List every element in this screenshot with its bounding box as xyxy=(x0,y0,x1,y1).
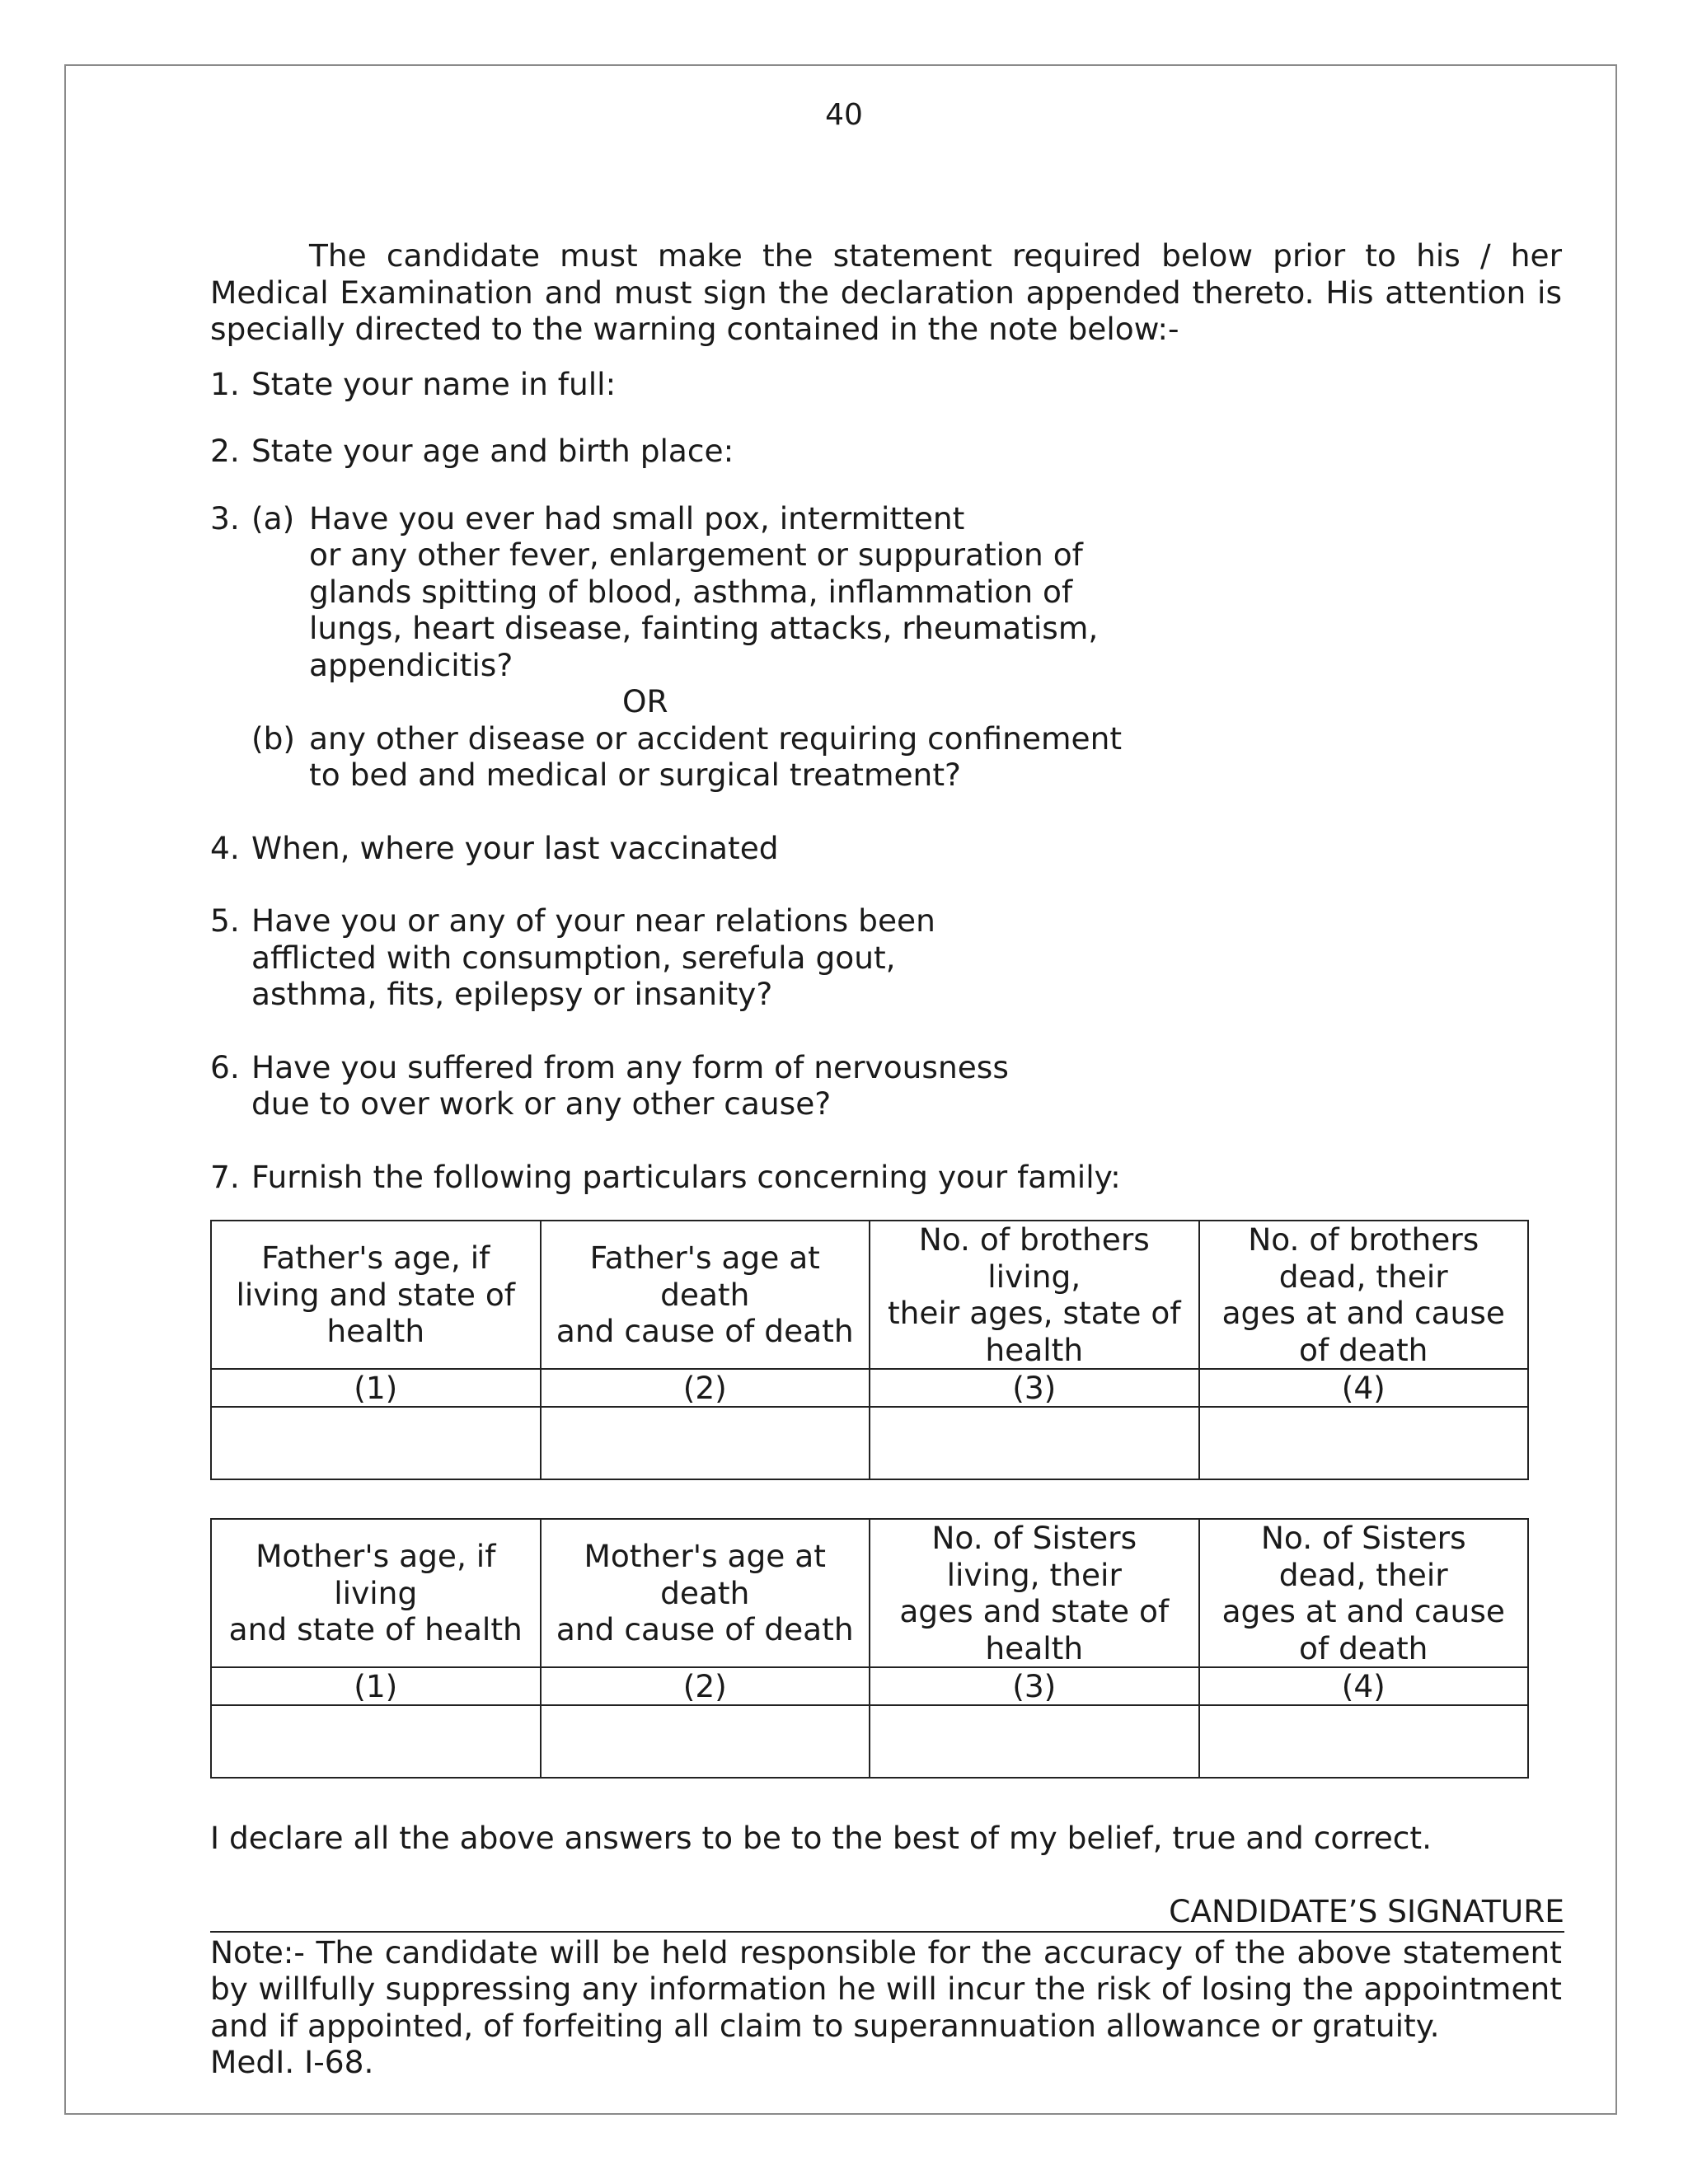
question-line: afflicted with consumption, serefula gout, xyxy=(251,939,896,976)
table-header-cell: No. of brothers dead, their ages at and cause of death xyxy=(1199,1221,1529,1369)
column-number: (1) xyxy=(211,1667,541,1705)
question-line: appendicitis? xyxy=(309,646,513,683)
question-4 xyxy=(210,830,1562,867)
answer-cell[interactable] xyxy=(541,1705,870,1778)
question-line: Have you ever had small pox, intermittent xyxy=(309,499,965,537)
question-line: asthma, fits, epilepsy or insanity? xyxy=(251,976,773,1012)
sub-label: (a) xyxy=(251,499,295,537)
table-header-cell: Mother's age, if living and state of health xyxy=(211,1519,541,1667)
father-brothers-table xyxy=(210,1220,1529,1480)
question-line: lungs, heart disease, fainting attacks, rheumatism, xyxy=(309,610,1099,646)
question-line: glands spitting of blood, asthma, inflammation of xyxy=(309,573,1073,610)
answer-cell[interactable] xyxy=(1199,1705,1529,1778)
intro-paragraph: The candidate must make the statement required below prior to his / her Medical Examination and must sign the declaration appended thereto. His attention is specially directed to the warning contained in the note below:- xyxy=(210,237,1562,347)
question-line: any other disease or accident requiring confinement xyxy=(309,719,1123,757)
question-line: due to over work or any other cause? xyxy=(251,1085,832,1122)
mother-sisters-table xyxy=(210,1518,1529,1779)
question-number: 3. xyxy=(210,499,240,537)
table-header-cell: Father's age, if living and state of health xyxy=(211,1221,541,1369)
table-header-cell: Father's age at death and cause of death xyxy=(541,1221,870,1369)
answer-cell[interactable] xyxy=(1199,1407,1529,1479)
question-3a xyxy=(251,500,1562,684)
column-number: (4) xyxy=(1199,1369,1529,1407)
question-6 xyxy=(210,1049,1562,1122)
signature-line xyxy=(210,1893,1564,1933)
question-text: When, where your last vaccinated xyxy=(251,829,779,866)
question-5 xyxy=(210,902,1562,1013)
declaration-text: I declare all the above answers to be to the best of my belief, true and correct. xyxy=(210,1820,1432,1856)
column-number: (3) xyxy=(870,1369,1199,1407)
column-number: (2) xyxy=(541,1369,870,1407)
or-separator: OR xyxy=(622,683,668,719)
column-number: (2) xyxy=(541,1667,870,1705)
column-number: (3) xyxy=(870,1667,1199,1705)
question-3 xyxy=(210,500,1562,794)
table-header-cell: No. of Sisters dead, their ages at and cause of death xyxy=(1199,1519,1529,1667)
form-content xyxy=(210,237,1562,2081)
table-header-cell: No. of Sisters living, their ages and state of health xyxy=(870,1519,1199,1667)
signature-label: CANDIDATE’S SIGNATURE xyxy=(1169,1892,1564,1929)
question-number: 7. xyxy=(210,1158,240,1195)
question-3b xyxy=(251,720,1562,794)
question-line: or any other fever, enlargement or suppuration of xyxy=(309,537,1083,573)
table-header-cell: Mother's age at death and cause of death xyxy=(541,1519,870,1667)
table-header-cell: No. of brothers living, their ages, state of health xyxy=(870,1221,1199,1369)
answer-cell[interactable] xyxy=(211,1705,541,1778)
note-text: Note:- The candidate will be held responsible for the accuracy of the above statement by willfully suppressing any information he will incur the risk of losing the appointment and if appointed, of forfeiting all claim to superannuation allowance or gratuity. xyxy=(210,1933,1562,2044)
question-text: State your name in full: xyxy=(251,365,617,402)
question-text: Furnish the following particulars concerning your family: xyxy=(251,1158,1121,1195)
question-line: to bed and medical or surgical treatment? xyxy=(309,757,961,793)
question-number: 2. xyxy=(210,433,240,469)
column-number: (4) xyxy=(1199,1667,1529,1705)
question-number: 5. xyxy=(210,902,240,939)
question-number: 6. xyxy=(210,1048,240,1085)
column-number: (1) xyxy=(211,1369,541,1407)
question-line: Have you or any of your near relations been xyxy=(251,902,935,939)
form-code: MedI. I-68. xyxy=(210,2044,374,2080)
answer-cell[interactable] xyxy=(870,1407,1199,1479)
question-number: 4. xyxy=(210,829,240,866)
question-number: 1. xyxy=(210,365,240,402)
question-7 xyxy=(210,1159,1562,1196)
page-number: 40 xyxy=(825,98,863,132)
question-line: Have you suffered from any form of nervousness xyxy=(251,1048,1009,1085)
question-text: State your age and birth place: xyxy=(251,433,734,469)
question-2 xyxy=(210,433,1562,470)
question-1 xyxy=(210,366,1562,403)
sub-label: (b) xyxy=(251,719,296,757)
answer-cell[interactable] xyxy=(211,1407,541,1479)
answer-cell[interactable] xyxy=(541,1407,870,1479)
answer-cell[interactable] xyxy=(870,1705,1199,1778)
